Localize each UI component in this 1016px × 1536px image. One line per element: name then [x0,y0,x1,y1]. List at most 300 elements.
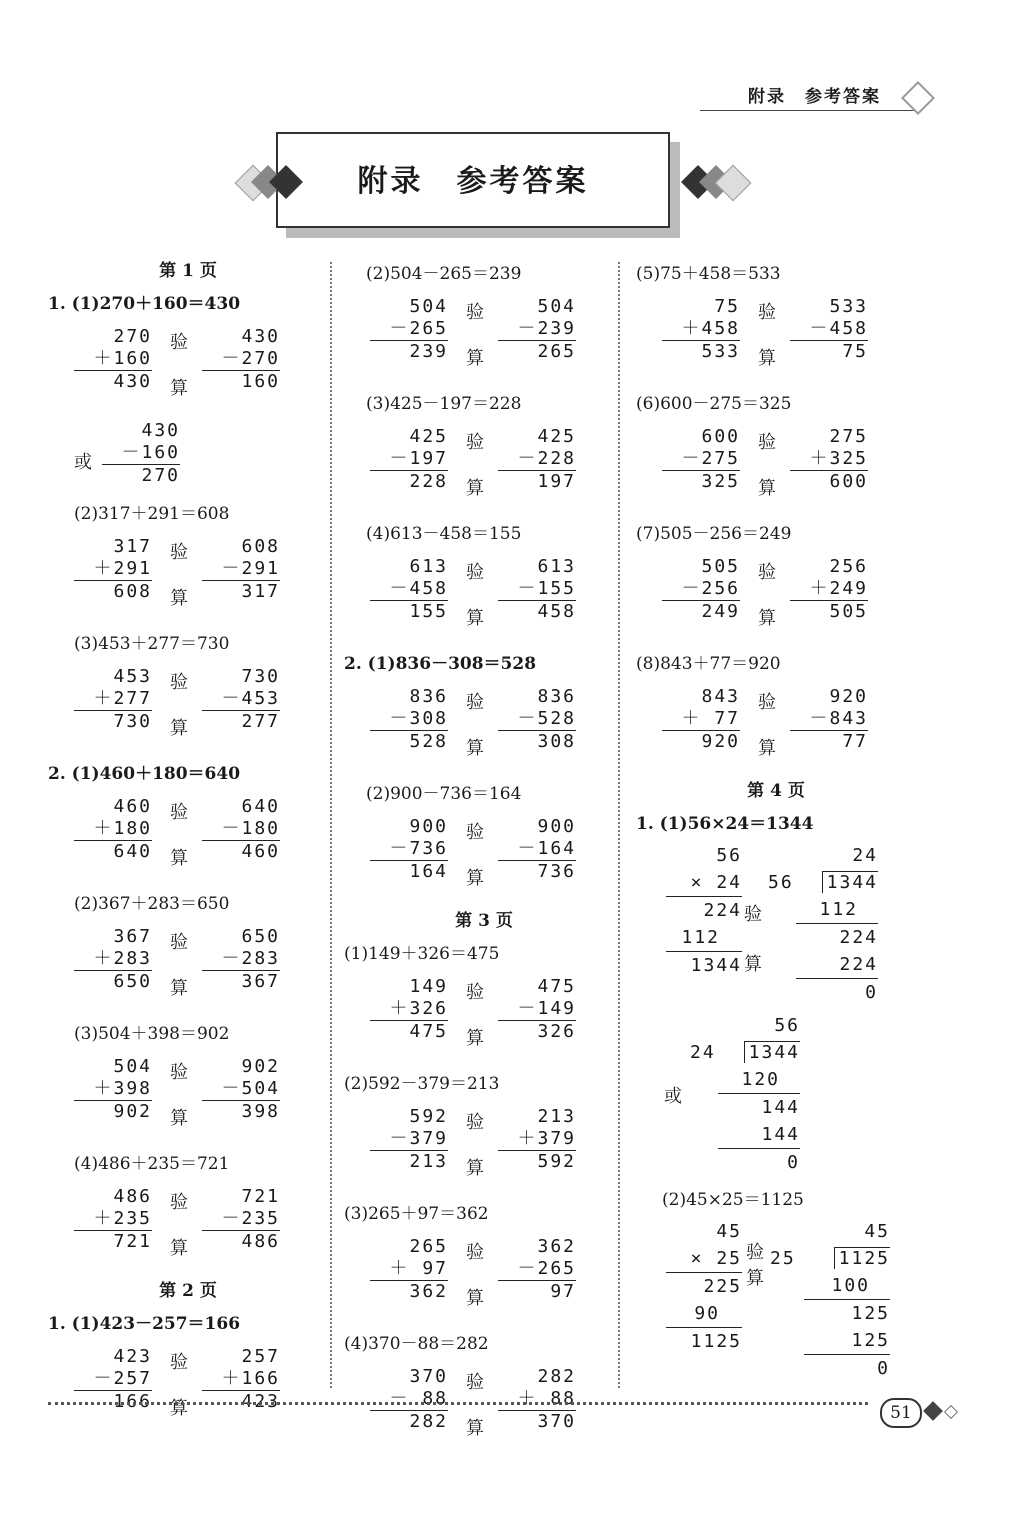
check-label: 算 [466,738,484,759]
check-label: 算 [170,718,188,739]
dividend: 1125 [834,1247,890,1269]
vertical-column [74,1186,152,1253]
long-division [690,1012,800,1176]
check-label: 验 [170,1352,188,1373]
calc-row: －155 [498,578,576,601]
dividend-row [770,1245,890,1272]
calc-row: 900 [409,816,448,837]
equation: 1. (1)270＋160＝430 [48,294,241,314]
calc-row: 736 [537,861,576,882]
calc-row: 613 [537,556,576,577]
calc-row: ＋398 [74,1078,152,1101]
check-label: 验 [744,904,762,925]
check-label: 验 [758,432,776,453]
calc-row: －239 [498,318,576,341]
calc-row: 600 [701,426,740,447]
alt-calc [48,416,328,496]
check-label: 算 [758,348,776,369]
vertical-column [370,686,448,753]
calc-row: －160 [102,442,180,465]
vertical-column [202,1186,280,1253]
equation: (3)425－197＝228 [366,394,522,414]
division-step: 144 [761,1097,800,1118]
vertical-column [202,326,280,393]
check-label: 算 [466,1288,484,1309]
calc-row: 197 [537,471,576,492]
quotient: 45 [864,1221,890,1242]
multiplication-check [636,842,916,1012]
vertical-calc [344,292,624,386]
vertical-column [102,420,180,487]
header-rule [700,110,920,111]
section-heading: 第 1 页 [159,261,217,281]
calc-row: －308 [370,708,448,731]
column-divider [330,262,333,1388]
multiplication-vertical [666,1218,742,1355]
check-label: 验 [170,332,188,353]
vertical-calc [48,922,328,1016]
check-label: 验 [466,432,484,453]
check-label: 验 [758,562,776,583]
section-heading: 第 2 页 [159,1281,217,1301]
calc-row: －197 [370,448,448,471]
check-label: 验 [170,802,188,823]
calc-row: ＋166 [202,1368,280,1391]
calc-row: ＋325 [790,448,868,471]
calc-row: 256 [829,556,868,577]
calc-row: 640 [241,796,280,817]
check-label: 算 [170,978,188,999]
calc-row: 367 [113,926,152,947]
check-label: 验 [170,1192,188,1213]
equation: 2. (1)460＋180＝640 [48,764,241,784]
calc-row: 213 [409,1151,448,1172]
calc-row: 249 [701,601,740,622]
title-box [276,132,670,228]
calc-row: 423 [113,1346,152,1367]
calc-row: －843 [790,708,868,731]
calc-row: 270 [141,465,180,486]
check-label: 算 [170,1108,188,1129]
calc-row: 425 [409,426,448,447]
division-step: 120 [718,1066,800,1094]
vertical-column [662,296,740,363]
equation: 1. (1)56×24＝1344 [636,814,814,834]
equation: (4)370－88＝282 [344,1334,489,1354]
calc-row: 504 [537,296,576,317]
calc-row: － 88 [370,1388,448,1411]
calc-row: 398 [241,1101,280,1122]
vertical-column [202,666,280,733]
check-label: 验 [758,692,776,713]
diamond-icon [944,1405,958,1419]
vertical-column [498,296,576,363]
vertical-calc [344,812,624,906]
calc-row: 75 [842,341,868,362]
calc-row: 650 [113,971,152,992]
vertical-calc [344,422,624,516]
calc-row: 213 [537,1106,576,1127]
or-label: 或 [74,452,92,473]
calc-row: 528 [409,731,448,752]
vertical-column [790,556,868,623]
calc-row: －149 [498,998,576,1021]
vertical-column [74,796,152,863]
divisor: 56 [768,872,794,893]
check-label: 算 [466,608,484,629]
vertical-column [790,426,868,493]
calc-row: 640 [113,841,152,862]
footer-dotted-rule [48,1402,868,1405]
calc-row: 325 [701,471,740,492]
division-step: 224 [796,951,878,979]
calc-row: 275 [829,426,868,447]
vertical-column [370,556,448,623]
calc-row: 425 [537,426,576,447]
equation: (2)317＋291＝608 [74,504,230,524]
check-label: 算 [170,588,188,609]
calc-row: 239 [409,341,448,362]
vertical-calc [48,1342,328,1436]
vertical-column [498,1366,576,1433]
vertical-column [498,426,576,493]
check-label: 验 [466,1372,484,1393]
check-label: 验 [466,822,484,843]
calc-row: 458 [537,601,576,622]
calc-row: 453 [113,666,152,687]
calc-row: 533 [701,341,740,362]
diamond-icon [923,1401,943,1421]
equation: (7)505－256＝249 [636,524,792,544]
calc-row: 270 [113,326,152,347]
equation: (4)613－458＝155 [366,524,522,544]
calc-row: 475 [537,976,576,997]
vertical-column [370,816,448,883]
calc-row: 282 [409,1411,448,1432]
check-label: 算 [466,478,484,499]
calc-row: 486 [113,1186,152,1207]
calc-row: 730 [241,666,280,687]
division-step: 0 [865,982,878,1003]
calc-row: 430 [113,371,152,392]
vertical-calc [48,792,328,886]
calc-row: ＋ 97 [370,1258,448,1281]
equation: (6)600－275＝325 [636,394,792,414]
calc-row: 608 [241,536,280,557]
calc-row: 317 [113,536,152,557]
vertical-calc [48,662,328,756]
calc-row: 75 [714,296,740,317]
quotient: 56 [774,1015,800,1036]
calc-row: 277 [241,711,280,732]
calc-row: 430 [141,420,180,441]
calc-row: 721 [241,1186,280,1207]
calc-row: 592 [537,1151,576,1172]
calc-row: 920 [829,686,868,707]
calc-row: 308 [537,731,576,752]
check-label: 算 [466,868,484,889]
vertical-column [662,426,740,493]
section-heading: 第 4 页 [747,781,805,801]
calc-row: －270 [202,348,280,371]
check-label: 算 [758,478,776,499]
vertical-column [498,976,576,1043]
division-step: 0 [877,1358,890,1379]
running-header: 附录 参考答案 [748,87,881,107]
check-label: 算 [758,738,776,759]
calc-row: 97 [550,1281,576,1302]
calc-row: －235 [202,1208,280,1231]
check-label: 算 [466,1028,484,1049]
calc-row: ＋ 88 [498,1388,576,1411]
answer-column-3 [636,256,916,1388]
vertical-calc [344,972,624,1066]
division-step: 112 [796,896,878,924]
vertical-calc [636,292,916,386]
calc-row: －265 [498,1258,576,1281]
check-label: 验 [170,542,188,563]
calc-row: 160 [241,371,280,392]
calc-row: 836 [537,686,576,707]
calc-row: －283 [202,948,280,971]
mul-row: 224 [703,900,742,921]
check-label: 算 [466,348,484,369]
page-title: 附录 参考答案 [357,164,589,199]
mul-row: 1344 [690,955,742,976]
vertical-calc [344,682,624,776]
vertical-column [202,796,280,863]
check-label: 验 [466,982,484,1003]
calc-row: 228 [409,471,448,492]
dividend-row [690,1039,800,1066]
check-label: 验 [466,1112,484,1133]
check-label: 算 [466,1158,484,1179]
calc-row: 843 [701,686,740,707]
vertical-column [370,976,448,1043]
calc-row: 613 [409,556,448,577]
check-label: 算 [466,1418,484,1439]
check-label: 算 [744,954,762,975]
equation: (4)486＋235＝721 [74,1154,230,1174]
calc-row: 282 [537,1366,576,1387]
alt-division [636,1012,916,1182]
mul-row: 112 [666,924,742,952]
calc-row: 730 [113,711,152,732]
equation: (3)265＋97＝362 [344,1204,489,1224]
equation: (3)504＋398＝902 [74,1024,230,1044]
calc-row: －458 [370,578,448,601]
equation: (2)592－379＝213 [344,1074,500,1094]
equation: (2)900－736＝164 [366,784,522,804]
vertical-column [202,536,280,603]
vertical-calc [636,552,916,646]
calc-row: 460 [113,796,152,817]
calc-row: －275 [662,448,740,471]
check-label: 算 [170,1238,188,1259]
page-number: 51 [880,1398,922,1428]
calc-row: 430 [241,326,280,347]
check-label: 算 [170,378,188,399]
equation: (2)504－265＝239 [366,264,522,284]
mul-row: × 24 [666,869,742,897]
calc-row: －164 [498,838,576,861]
calc-row: －265 [370,318,448,341]
calc-row: 164 [409,861,448,882]
mul-row: 225 [703,1276,742,1297]
mul-row: 90 [666,1300,742,1328]
equation: (8)843＋77＝920 [636,654,781,674]
vertical-column [202,1056,280,1123]
calc-row: 460 [241,841,280,862]
check-label: 算 [746,1268,764,1289]
calc-row: －458 [790,318,868,341]
calc-row: －256 [662,578,740,601]
dividend: 1344 [822,871,878,893]
calc-row: 505 [829,601,868,622]
calc-row: －453 [202,688,280,711]
check-label: 验 [758,302,776,323]
calc-row: 370 [409,1366,448,1387]
dividend-row [768,869,878,896]
vertical-column [498,816,576,883]
calc-row: ＋180 [74,818,152,841]
vertical-column [370,1106,448,1173]
division-step: 125 [804,1327,890,1355]
check-label: 验 [170,932,188,953]
answer-column-1 [48,256,328,1436]
calc-row: ＋283 [74,948,152,971]
calc-row: 900 [537,816,576,837]
check-label: 验 [466,692,484,713]
check-label: 算 [170,848,188,869]
calc-row: 370 [537,1411,576,1432]
vertical-column [498,686,576,753]
vertical-calc [344,1362,624,1456]
calc-row: 836 [409,686,448,707]
equation: (2)367＋283＝650 [74,894,230,914]
vertical-calc [344,1102,624,1196]
vertical-column [202,926,280,993]
calc-row: －504 [202,1078,280,1101]
check-label: 验 [170,672,188,693]
calc-row: 504 [409,296,448,317]
answer-column-2 [344,256,624,1456]
calc-row: 486 [241,1231,280,1252]
calc-row: ＋291 [74,558,152,581]
calc-row: ＋326 [370,998,448,1021]
calc-row: ＋277 [74,688,152,711]
vertical-column [498,1106,576,1173]
calc-row: 257 [241,1346,280,1367]
mul-row: 56 [716,845,742,866]
check-label: 算 [170,1398,188,1419]
calc-row: 423 [241,1391,280,1412]
vertical-calc [344,552,624,646]
calc-row: －379 [370,1128,448,1151]
vertical-column [370,426,448,493]
vertical-column [74,326,152,393]
calc-row: 475 [409,1021,448,1042]
mul-row: 1125 [690,1331,742,1352]
vertical-column [498,1236,576,1303]
vertical-calc [636,682,916,776]
calc-row: 265 [409,1236,448,1257]
vertical-column [370,1366,448,1433]
calc-row: 608 [113,581,152,602]
calc-row: ＋379 [498,1128,576,1151]
vertical-calc [48,322,328,416]
calc-row: －257 [74,1368,152,1391]
calc-row: 149 [409,976,448,997]
long-division [768,842,878,1006]
quotient: 24 [852,845,878,866]
calc-row: 505 [701,556,740,577]
vertical-column [662,686,740,753]
calc-row: 77 [842,731,868,752]
vertical-column [74,1056,152,1123]
vertical-column [74,666,152,733]
divisor: 25 [770,1248,796,1269]
multiplication-vertical [666,842,742,979]
vertical-calc [48,1052,328,1146]
vertical-calc [48,532,328,626]
calc-row: 920 [701,731,740,752]
mul-row: × 25 [666,1245,742,1273]
division-step: 125 [851,1303,890,1324]
calc-row: ＋ 77 [662,708,740,731]
calc-row: －736 [370,838,448,861]
vertical-column [790,296,868,363]
equation: (1)149＋326＝475 [344,944,500,964]
check-label: 验 [466,1242,484,1263]
dividend: 1344 [744,1041,800,1063]
vertical-column [74,926,152,993]
division-step: 144 [718,1121,800,1149]
divisor: 24 [690,1042,716,1063]
calc-row: 362 [537,1236,576,1257]
calc-row: 902 [241,1056,280,1077]
long-division [770,1218,890,1382]
calc-row: ＋160 [74,348,152,371]
calc-row: －291 [202,558,280,581]
division-step: 0 [787,1152,800,1173]
equation: (3)453＋277＝730 [74,634,230,654]
vertical-column [790,686,868,753]
calc-row: ＋235 [74,1208,152,1231]
calc-row: －228 [498,448,576,471]
equation: (2)45×25＝1125 [662,1190,804,1210]
calc-row: 650 [241,926,280,947]
mul-row: 45 [716,1221,742,1242]
or-label: 或 [664,1086,682,1107]
calc-row: ＋458 [662,318,740,341]
section-heading: 第 3 页 [455,911,513,931]
calc-row: 721 [113,1231,152,1252]
calc-row: 317 [241,581,280,602]
calc-row: 265 [537,341,576,362]
division-step: 224 [839,927,878,948]
vertical-column [370,1236,448,1303]
calc-row: 504 [113,1056,152,1077]
equation: 1. (1)423－257＝166 [48,1314,241,1334]
multiplication-check [636,1218,916,1388]
check-label: 算 [758,608,776,629]
equation: (5)75＋458＝533 [636,264,781,284]
check-label: 验 [746,1242,764,1263]
calc-row: 166 [113,1391,152,1412]
calc-row: 367 [241,971,280,992]
calc-row: 155 [409,601,448,622]
